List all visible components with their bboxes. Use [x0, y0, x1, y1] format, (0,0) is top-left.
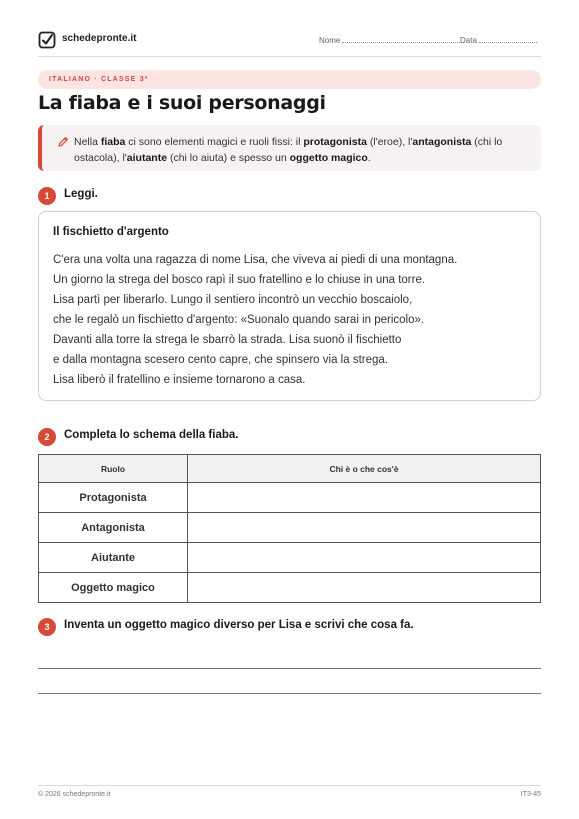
step-number-badge: 1: [38, 187, 56, 205]
date-dotted-line: [479, 35, 537, 43]
answer-cell[interactable]: [188, 573, 541, 603]
date-label: Data: [460, 36, 477, 45]
answer-cell[interactable]: [188, 483, 541, 513]
step-number-badge: 2: [38, 428, 56, 446]
callout-text-segment: .: [367, 152, 371, 164]
callout-text-segment: (chi lo aiuta) e spesso un: [167, 152, 290, 164]
step-label: Leggi.: [64, 188, 98, 200]
reading-line: che le regalò un fischietto d'argento: «Suonalo quando sarai in pericolo».: [53, 314, 425, 326]
callout-text-segment: (chi lo ostacola), l': [74, 136, 503, 164]
footer-copyright: © 2026 schedepronte.it: [38, 791, 111, 798]
callout-text-segment: ci sono elementi magici e ruoli fissi: il: [125, 136, 304, 148]
role-cell: Oggetto magico: [39, 573, 188, 603]
callout-keyword: aiutante: [126, 152, 168, 164]
role-cell: Protagonista: [39, 483, 188, 513]
info-callout: [38, 125, 541, 171]
answer-line[interactable]: [38, 668, 541, 669]
callout-keyword: antagonista: [412, 136, 472, 148]
page-header: [38, 29, 541, 57]
callout-keyword: fiaba: [100, 136, 126, 148]
page-title: La fiaba e i suoi personaggi: [38, 92, 326, 114]
subject-tag: ITALIANO · CLASSE 3ª: [38, 70, 541, 89]
pencil-icon: [57, 136, 69, 148]
column-header-role: Ruolo: [39, 455, 188, 483]
date-field[interactable]: [460, 35, 537, 45]
name-dotted-line: [342, 35, 464, 43]
site-logo-text[interactable]: schedepronte.it: [62, 33, 137, 44]
checkbox-logo-icon: [38, 31, 56, 49]
table-row: [39, 543, 541, 573]
answer-cell[interactable]: [188, 513, 541, 543]
reading-line: Lisa partì per liberarlo. Lungo il sentiero incontrò un vecchio boscaiolo,: [53, 294, 413, 306]
callout-text-segment: Nella: [74, 136, 101, 148]
step-label: Completa lo schema della fiaba.: [64, 429, 239, 441]
step-label: Inventa un oggetto magico diverso per Lisa e scrivi che cosa fa.: [64, 619, 414, 631]
callout-text: [74, 134, 534, 166]
fairy-tale-schema-table: [38, 454, 541, 603]
answer-line[interactable]: [38, 693, 541, 694]
reading-line: e dalla montagna scesero cento capre, che spinsero via la strega.: [53, 354, 388, 366]
callout-keyword: oggetto magico: [289, 152, 368, 164]
table-header-row: [39, 455, 541, 483]
role-cell: Aiutante: [39, 543, 188, 573]
table-row: [39, 573, 541, 603]
name-label: Nome: [319, 36, 341, 45]
reading-line: Lisa liberò il fratellino e insieme tornarono a casa.: [53, 374, 306, 386]
column-header-who: Chi è o che cos'è: [188, 455, 541, 483]
reading-line: Davanti alla torre la strega le sbarrò la strada. Lisa suonò il fischietto: [53, 334, 402, 346]
reading-text: [53, 250, 533, 390]
step-number-badge: 3: [38, 618, 56, 636]
callout-text-segment: (l'eroe), l': [366, 136, 413, 148]
reading-line: C'era una volta una ragazza di nome Lisa, che viveva ai piedi di una montagna.: [53, 254, 458, 266]
role-cell: Antagonista: [39, 513, 188, 543]
reading-box: [38, 211, 541, 401]
name-field[interactable]: [319, 35, 464, 45]
table-row: [39, 513, 541, 543]
page-footer: [38, 785, 541, 798]
answer-cell[interactable]: [188, 543, 541, 573]
callout-keyword: protagonista: [303, 136, 367, 148]
reading-title: Il fischietto d'argento: [53, 226, 169, 238]
reading-line: Un giorno la strega del bosco rapì il suo fratellino e lo chiuse in una torre.: [53, 274, 426, 286]
footer-code: IT3-45: [520, 791, 541, 798]
table-row: [39, 483, 541, 513]
